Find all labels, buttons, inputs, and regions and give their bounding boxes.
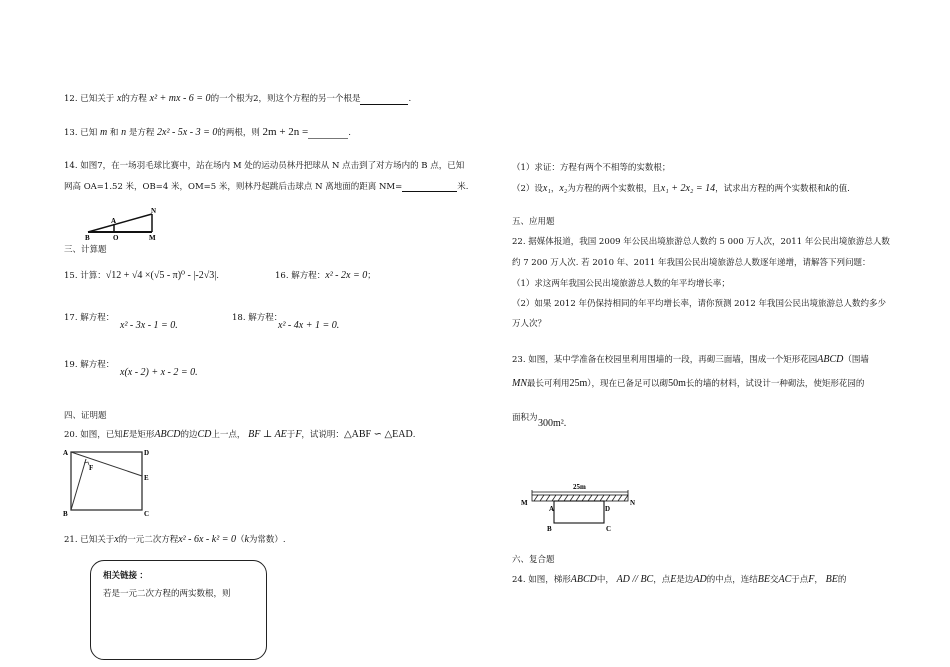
r2: （2）设x₁，x₂为方程的两个实数根，且x₁ + 2x₂ = 14，试求出方程的两个实数根和k的值. [512, 183, 850, 194]
fig23-label-c: C [606, 525, 612, 532]
section-6-heading: 六、复合题 [512, 554, 555, 564]
fig14-label-m: M [149, 234, 156, 241]
section-5-heading: 五、应用题 [512, 216, 555, 226]
q15: 15. 计算：√12 + √4 ×(√5 - π)⁰ - |-2√3|. [64, 270, 219, 281]
fig23-label-n: N [630, 499, 636, 507]
q23-line3: 面积为 [512, 413, 538, 423]
fig23-label-m: M [521, 499, 528, 507]
fig14-label-a: A [111, 217, 117, 225]
fig14-label-n: N [151, 207, 157, 215]
q22-sub2b: 万人次？ [512, 319, 547, 329]
q23: 23. 如图，某中学准备在校园里利用围墙的一段，再砌三面墙，围成一个矩形花园ABCD（围墙 [512, 354, 869, 365]
answer-blank[interactable] [402, 182, 457, 192]
q17: 17. 解方程： [64, 313, 115, 323]
section-4-heading: 四、证明题 [64, 410, 107, 420]
badminton-figure [84, 207, 164, 241]
garden-figure [518, 480, 638, 532]
q23-area: 300m². [538, 418, 567, 429]
q14-line2: 网高 OA=1.52 米，OB=4 米，OM=5 米，则林丹起跳后击球点 N 离地面的距离 NM= 米. [64, 182, 469, 192]
q20: 20. 如图，已知E是矩形ABCD的边CD上一点， BF ⊥ AE于F，试说明：△ABF ∽ △EAD. [64, 429, 416, 440]
q22-line2: 约 7 200 万人次. 若 2010 年、2011 年我国公民出境旅游总人数逐年递增，请解答下列问题： [512, 258, 871, 268]
q13: 13. 已知 m 和 n 是方程 2x² - 5x - 3 = 0的两根，则 2m + 2n = . [64, 126, 351, 138]
q12: 12. 已知关于 x的方程 x² + mx - 6 = 0的一个根为2，则这个方程的另一个根是 . [64, 93, 412, 104]
q18: 18. 解方程： [232, 313, 283, 323]
rectangle-figure [62, 446, 157, 518]
answer-blank[interactable] [308, 129, 348, 139]
answer-blank[interactable] [360, 95, 408, 105]
q22-line1: 22. 据媒体报道，我国 2009 年公民出境旅游总人数约 5 000 万人次，2011 年公民出境旅游总人数 [512, 237, 890, 247]
q16: 16. 解方程：x² - 2x = 0； [275, 270, 376, 281]
q23-line2: MN最长可利用25m），现在已备足可以砌50m长的墙的材料，试设计一种砌法，使矩形花园的 [512, 378, 865, 389]
section-3-heading: 三、计算题 [64, 244, 107, 254]
related-link-title: 相关链接 ： [103, 570, 148, 580]
fig20-label-a: A [63, 449, 69, 457]
q24: 24. 如图，梯形ABCD中， AD // BC，点E是边AD的中点，连结BE交AC于点F， BE的 [512, 574, 847, 585]
q19: 19. 解方程： [64, 360, 115, 370]
fig20-label-c: C [144, 510, 150, 518]
fig23-label-d: D [605, 505, 611, 513]
fig20-label-d: D [144, 449, 150, 457]
r1: （1）求证：方程有两个不相等的实数根； [512, 163, 671, 173]
q22-sub2: （2）如果 2012 年仍保持相同的年平均增长率，请你预测 2012 年我国公民出境旅游总人数约多少 [512, 299, 886, 309]
q19-equation: x(x - 2) + x - 2 = 0. [120, 367, 198, 378]
q18-equation: x² - 4x + 1 = 0. [278, 320, 340, 331]
fig20-label-b: B [63, 510, 68, 518]
fig23-wall-length: 25m [573, 483, 586, 491]
q17-equation: x² - 3x - 1 = 0. [120, 320, 178, 331]
related-link-box [90, 560, 267, 660]
q21: 21. 已知关于x的一元二次方程x² - 6x - k² = 0（k为常数）. [64, 534, 286, 545]
fig20-label-e: E [144, 474, 149, 482]
q14: 14. 如图7，在一场羽毛球比赛中，站在场内 M 处的运动员林丹把球从 N 点击到了对方场内的 B 点，已知 [64, 161, 465, 171]
q22-sub1: （1）求这两年我国公民出境旅游总人数的年平均增长率； [512, 279, 730, 289]
fig23-label-b: B [547, 525, 552, 532]
fig14-label-b: B [85, 234, 90, 241]
fig20-label-f: F [89, 464, 94, 472]
fig23-label-a: A [549, 505, 555, 513]
fig14-label-o: O [113, 234, 119, 241]
related-link-text: 若是一元二次方程的两实数根，则 [103, 589, 231, 599]
